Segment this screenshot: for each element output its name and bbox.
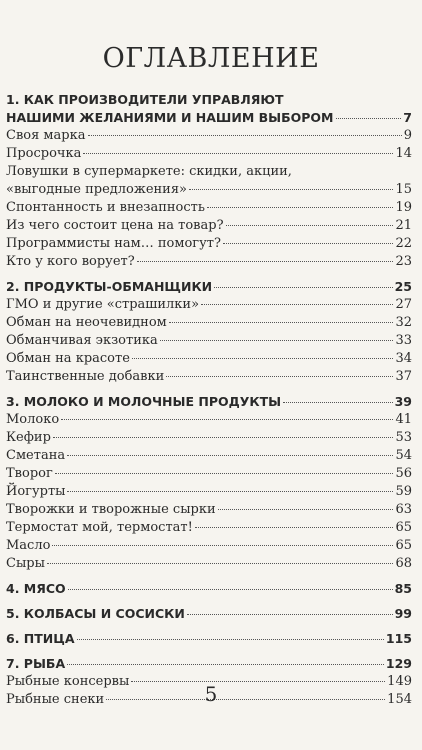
toc-section-heading <box>6 91 412 109</box>
toc-entry-title: Кто у кого ворует? <box>6 254 135 269</box>
toc-entry-title: Рыбные консервы <box>6 674 130 689</box>
dot-leader <box>52 545 393 546</box>
toc-section-heading <box>6 605 412 623</box>
toc-entry <box>6 296 412 314</box>
toc-entry-title: Просрочка <box>6 146 82 161</box>
dot-leader <box>283 402 393 403</box>
toc-entry-title: Творог <box>6 466 53 481</box>
toc-entry-page: 39 <box>394 394 412 409</box>
toc-entry-title: Таинственные добавки <box>6 369 165 384</box>
toc-entry-page: 33 <box>395 333 412 348</box>
toc-spacer <box>6 271 412 278</box>
toc-entry-title: Сыры <box>6 556 45 571</box>
dot-leader <box>223 243 394 244</box>
toc-entry-page: 19 <box>395 200 412 215</box>
toc-entry-page: 27 <box>395 297 412 312</box>
dot-leader <box>207 207 394 208</box>
toc-entry <box>6 332 412 350</box>
toc-section-heading <box>6 580 412 598</box>
toc-entry-title: Рыбные снеки <box>6 692 105 707</box>
toc-entry-page: 129 <box>385 656 412 671</box>
dot-leader <box>201 304 393 305</box>
dot-leader <box>47 563 393 564</box>
dot-leader <box>77 639 384 640</box>
toc-entry-page: 149 <box>387 674 412 689</box>
dot-leader <box>61 419 393 420</box>
dot-leader <box>67 455 393 456</box>
dot-leader <box>53 437 394 438</box>
dot-leader <box>166 376 393 377</box>
toc-entry-page: 115 <box>385 631 412 646</box>
toc-entry-title: «выгодные предложения» <box>6 182 188 197</box>
dot-leader <box>160 340 394 341</box>
toc-entry-page: 22 <box>395 236 412 251</box>
toc-entry-page: 65 <box>395 538 412 553</box>
toc-entry-page: 85 <box>394 581 412 596</box>
dot-leader <box>83 153 393 154</box>
toc-entry-title: Из чего состоит цена на товар? <box>6 218 224 233</box>
dot-leader <box>137 261 394 262</box>
toc-spacer <box>6 648 412 655</box>
toc-section-heading <box>6 630 412 648</box>
toc-entry <box>6 519 412 537</box>
toc-entry-page: 34 <box>395 351 412 366</box>
toc-entry-title: Программисты нам… помогут? <box>6 236 221 251</box>
dot-leader <box>169 322 394 323</box>
toc-entry <box>6 368 412 386</box>
toc-entry-page: 54 <box>395 448 412 463</box>
toc-entry-title: Обман на красоте <box>6 351 130 366</box>
page-title: ОГЛАВЛЕНИЕ <box>102 43 320 74</box>
toc-entry <box>6 429 412 447</box>
dot-leader <box>195 527 394 528</box>
toc-entry-title: 2. ПРОДУКТЫ-ОБМАНЩИКИ <box>6 279 213 294</box>
toc-entry-page: 9 <box>403 128 412 143</box>
toc-spacer <box>6 598 412 605</box>
toc-entry-page: 65 <box>395 520 412 535</box>
toc-entry-page: 15 <box>395 182 412 197</box>
toc-entry-page: 99 <box>394 606 412 621</box>
toc-entry-page: 41 <box>395 412 412 427</box>
toc-section-heading <box>6 655 412 673</box>
toc-section-heading <box>6 109 412 127</box>
toc-entry-title: Молоко <box>6 412 60 427</box>
toc-entry <box>6 181 412 199</box>
toc-entry-page: 14 <box>395 146 412 161</box>
dot-leader <box>218 509 394 510</box>
toc-entry <box>6 217 412 235</box>
toc-entry-title: НАШИМИ ЖЕЛАНИЯМИ И НАШИМ ВЫБОРОМ <box>6 110 334 125</box>
toc-entry <box>6 235 412 253</box>
toc-entry <box>6 555 412 573</box>
table-of-contents <box>6 91 412 709</box>
toc-entry <box>6 483 412 501</box>
dot-leader <box>67 664 384 665</box>
toc-entry-title: Кефир <box>6 430 51 445</box>
toc-entry-title: Термостат мой, термостат! <box>6 520 193 535</box>
toc-entry <box>6 163 412 181</box>
toc-entry-title: ГМО и другие «страшилки» <box>6 297 200 312</box>
toc-entry-page: 59 <box>395 484 412 499</box>
toc-entry-title: Обманчивая экзотика <box>6 333 158 348</box>
toc-entry-title: 6. ПТИЦА <box>6 631 75 646</box>
toc-entry-title: Обман на неочевидном <box>6 315 167 330</box>
dot-leader <box>336 118 402 119</box>
toc-entry-page: 21 <box>395 218 412 233</box>
toc-entry-title: Творожки и творожные сырки <box>6 502 216 517</box>
toc-entry-title: Масло <box>6 538 51 553</box>
toc-entry-title: Спонтанность и внезапность <box>6 200 205 215</box>
dot-leader <box>68 589 393 590</box>
toc-entry-page: 25 <box>394 279 412 294</box>
toc-entry-title: 3. МОЛОКО И МОЛОЧНЫЕ ПРОДУКТЫ <box>6 394 282 409</box>
toc-entry-page: 154 <box>387 692 412 707</box>
toc-spacer <box>6 573 412 580</box>
toc-entry <box>6 350 412 368</box>
toc-entry-title: 7. РЫБА <box>6 656 66 671</box>
dot-leader <box>88 135 402 136</box>
toc-entry <box>6 465 412 483</box>
toc-entry-title: 1. КАК ПРОИЗВОДИТЕЛИ УПРАВЛЯЮТ <box>6 92 284 107</box>
dot-leader <box>132 358 394 359</box>
toc-entry-title: 5. КОЛБАСЫ И СОСИСКИ <box>6 606 185 621</box>
toc-entry <box>6 145 412 163</box>
dot-leader <box>189 189 393 190</box>
toc-entry-page: 56 <box>395 466 412 481</box>
toc-entry-title: Своя марка <box>6 128 86 143</box>
page-number: 5 <box>204 682 218 706</box>
dot-leader <box>226 225 394 226</box>
toc-entry <box>6 537 412 555</box>
toc-spacer <box>6 386 412 393</box>
dot-leader <box>187 614 393 615</box>
toc-entry <box>6 314 412 332</box>
toc-section-heading <box>6 278 412 296</box>
toc-entry <box>6 447 412 465</box>
toc-entry-title: Сметана <box>6 448 66 463</box>
toc-entry-page: 37 <box>395 369 412 384</box>
toc-entry <box>6 411 412 429</box>
dot-leader <box>214 287 392 288</box>
toc-entry-page: 7 <box>403 110 412 125</box>
dot-leader <box>67 491 393 492</box>
toc-entry-page: 63 <box>395 502 412 517</box>
toc-entry-page: 23 <box>395 254 412 269</box>
dot-leader <box>55 473 394 474</box>
toc-entry-page: 53 <box>395 430 412 445</box>
toc-entry-page: 68 <box>395 556 412 571</box>
toc-entry <box>6 501 412 519</box>
toc-entry-title: Йогурты <box>6 484 66 499</box>
toc-section-heading <box>6 393 412 411</box>
toc-entry <box>6 199 412 217</box>
toc-entry-title: 4. МЯСО <box>6 581 66 596</box>
toc-entry <box>6 253 412 271</box>
toc-entry-page: 32 <box>395 315 412 330</box>
toc-spacer <box>6 623 412 630</box>
toc-entry-title: Ловушки в супермаркете: скидки, акции, <box>6 164 292 179</box>
toc-entry <box>6 127 412 145</box>
